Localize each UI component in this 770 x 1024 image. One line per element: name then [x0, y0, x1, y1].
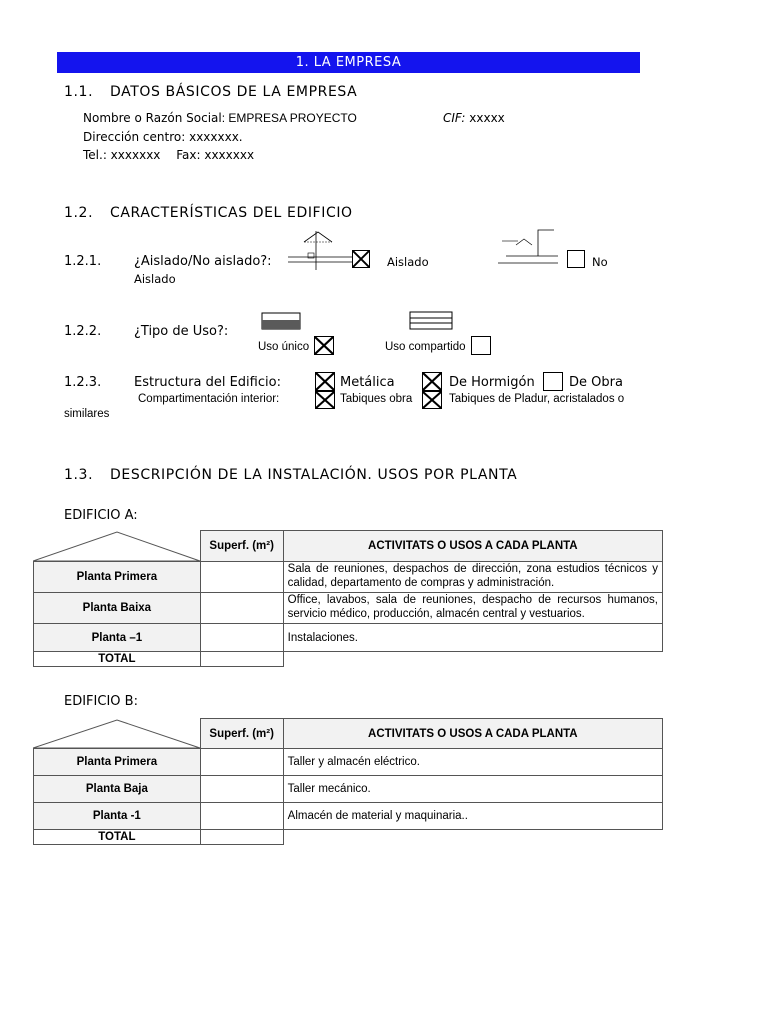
checkbox-hormigon[interactable]: [422, 372, 442, 391]
total-row: [34, 830, 663, 845]
cif-value: xxxxx: [469, 111, 505, 125]
total-superf-cell[interactable]: [200, 652, 283, 667]
edificio-a-col-usos: ACTIVITATS O USOS A CADA PLANTA: [283, 531, 662, 562]
single-use-icon: [260, 311, 302, 333]
planta-name: Planta –1: [34, 624, 201, 652]
edificio-a-title: EDIFICIO A:: [64, 508, 138, 523]
attached-building-icon: [494, 227, 564, 269]
q2-number: 1.2.2.: [64, 324, 102, 339]
superf-cell[interactable]: [200, 562, 283, 593]
q1-label: ¿Aislado/No aislado?:: [134, 254, 272, 269]
q3-number: 1.2.3.: [64, 375, 102, 390]
planta-name: Planta Baja: [34, 776, 201, 803]
total-label: TOTAL: [34, 652, 201, 667]
section-1-1-title: DATOS BÁSICOS DE LA EMPRESA: [110, 84, 358, 100]
planta-name: Planta Baixa: [34, 593, 201, 624]
option-hormigon: De Hormigón: [449, 375, 535, 390]
section-1-2-number: 1.2.: [64, 205, 94, 221]
section-1-2-title: CARACTERÍSTICAS DEL EDIFICIO: [110, 205, 353, 221]
option-uso-compartido: Uso compartido: [385, 341, 466, 353]
tel-label: Tel.: [83, 148, 103, 162]
isolated-building-icon: [282, 226, 362, 270]
checkbox-aislado[interactable]: [352, 250, 370, 268]
fax-label: Fax: [176, 148, 197, 162]
superf-cell[interactable]: [200, 624, 283, 652]
q3-label: Estructura del Edificio:: [134, 375, 281, 390]
planta-name: Planta Primera: [34, 749, 201, 776]
total-row: [34, 652, 663, 667]
uso-cell: Office, lavabos, sala de reuniones, despacho de recursos humanos, servicio médico, producción, almacén central y vestuarios.: [283, 593, 662, 624]
superf-cell[interactable]: [200, 749, 283, 776]
uso-cell: Instalaciones.: [283, 624, 662, 652]
edificio-a-col-superf: Superf. (m²): [200, 531, 283, 562]
total-superf-cell[interactable]: [200, 830, 283, 845]
option-de-obra: De Obra: [569, 375, 623, 390]
checkbox-uso-compartido[interactable]: [471, 336, 491, 355]
shared-use-icon: [408, 311, 454, 333]
checkbox-uso-unico[interactable]: [314, 336, 334, 355]
option-tabiques-obra: Tabiques obra: [340, 393, 413, 405]
section-1-1-number: 1.1.: [64, 84, 94, 100]
total-label: TOTAL: [34, 830, 201, 845]
checkbox-no-aislado[interactable]: [567, 250, 585, 268]
superf-cell[interactable]: [200, 803, 283, 830]
checkbox-de-obra[interactable]: [543, 372, 563, 391]
table-row: [34, 593, 663, 624]
table-row: [34, 803, 663, 830]
section-1-3-number: 1.3.: [64, 467, 94, 483]
section-banner: 1. LA EMPRESA: [57, 52, 640, 73]
fax-value: : xxxxxxx: [196, 148, 255, 162]
edificio-b-col-superf: Superf. (m²): [200, 719, 283, 749]
checkbox-tabiques-pladur[interactable]: [422, 391, 442, 409]
uso-cell: Taller y almacén eléctrico.: [283, 749, 662, 776]
option-uso-unico: Uso único: [258, 341, 310, 353]
option-aislado: Aislado: [387, 255, 429, 269]
superf-cell[interactable]: [200, 593, 283, 624]
checkbox-tabiques-obra[interactable]: [315, 391, 335, 409]
table-row: [34, 749, 663, 776]
checkbox-metalica[interactable]: [315, 372, 335, 391]
uso-cell: Sala de reuniones, despachos de dirección, zona estudios técnicos y calidad, departamento de compras y administración.: [283, 562, 662, 593]
edificio-b-table: [33, 718, 663, 845]
edificio-b-title: EDIFICIO B:: [64, 694, 138, 709]
edificio-b-col-usos: ACTIVITATS O USOS A CADA PLANTA: [283, 719, 662, 749]
company-name-value: : EMPRESA PROYECTO: [221, 111, 357, 125]
q1-number: 1.2.1.: [64, 254, 102, 269]
planta-name: Planta Primera: [34, 562, 201, 593]
company-name-label: Nombre o Razón Social: [83, 111, 222, 125]
option-no: No: [592, 255, 608, 269]
cif-label: CIF:: [443, 111, 466, 125]
planta-name: Planta -1: [34, 803, 201, 830]
q2-label: ¿Tipo de Uso?:: [134, 324, 229, 339]
superf-cell[interactable]: [200, 776, 283, 803]
uso-cell: Taller mecánico.: [283, 776, 662, 803]
table-row: [34, 776, 663, 803]
address-value: xxxxxxx.: [189, 130, 243, 144]
table-row: [34, 562, 663, 593]
edificio-a-table: [33, 530, 663, 667]
option-tabiques-pladur: Tabiques de Pladur, acristalados o: [449, 393, 625, 405]
option-no-continuation: Aislado: [134, 272, 176, 286]
table-row: [34, 624, 663, 652]
tel-value: : xxxxxxx: [102, 148, 161, 162]
address-label: Dirección centro:: [83, 130, 186, 144]
option-metalica: Metálica: [340, 375, 395, 390]
uso-cell: Almacén de material y maquinaria..: [283, 803, 662, 830]
option-tabiques-pladur-continuation: similares: [64, 408, 110, 420]
section-1-3-title: DESCRIPCIÓN DE LA INSTALACIÓN. USOS POR PLANTA: [110, 467, 518, 483]
compartimentacion-label: Compartimentación interior:: [138, 393, 280, 405]
